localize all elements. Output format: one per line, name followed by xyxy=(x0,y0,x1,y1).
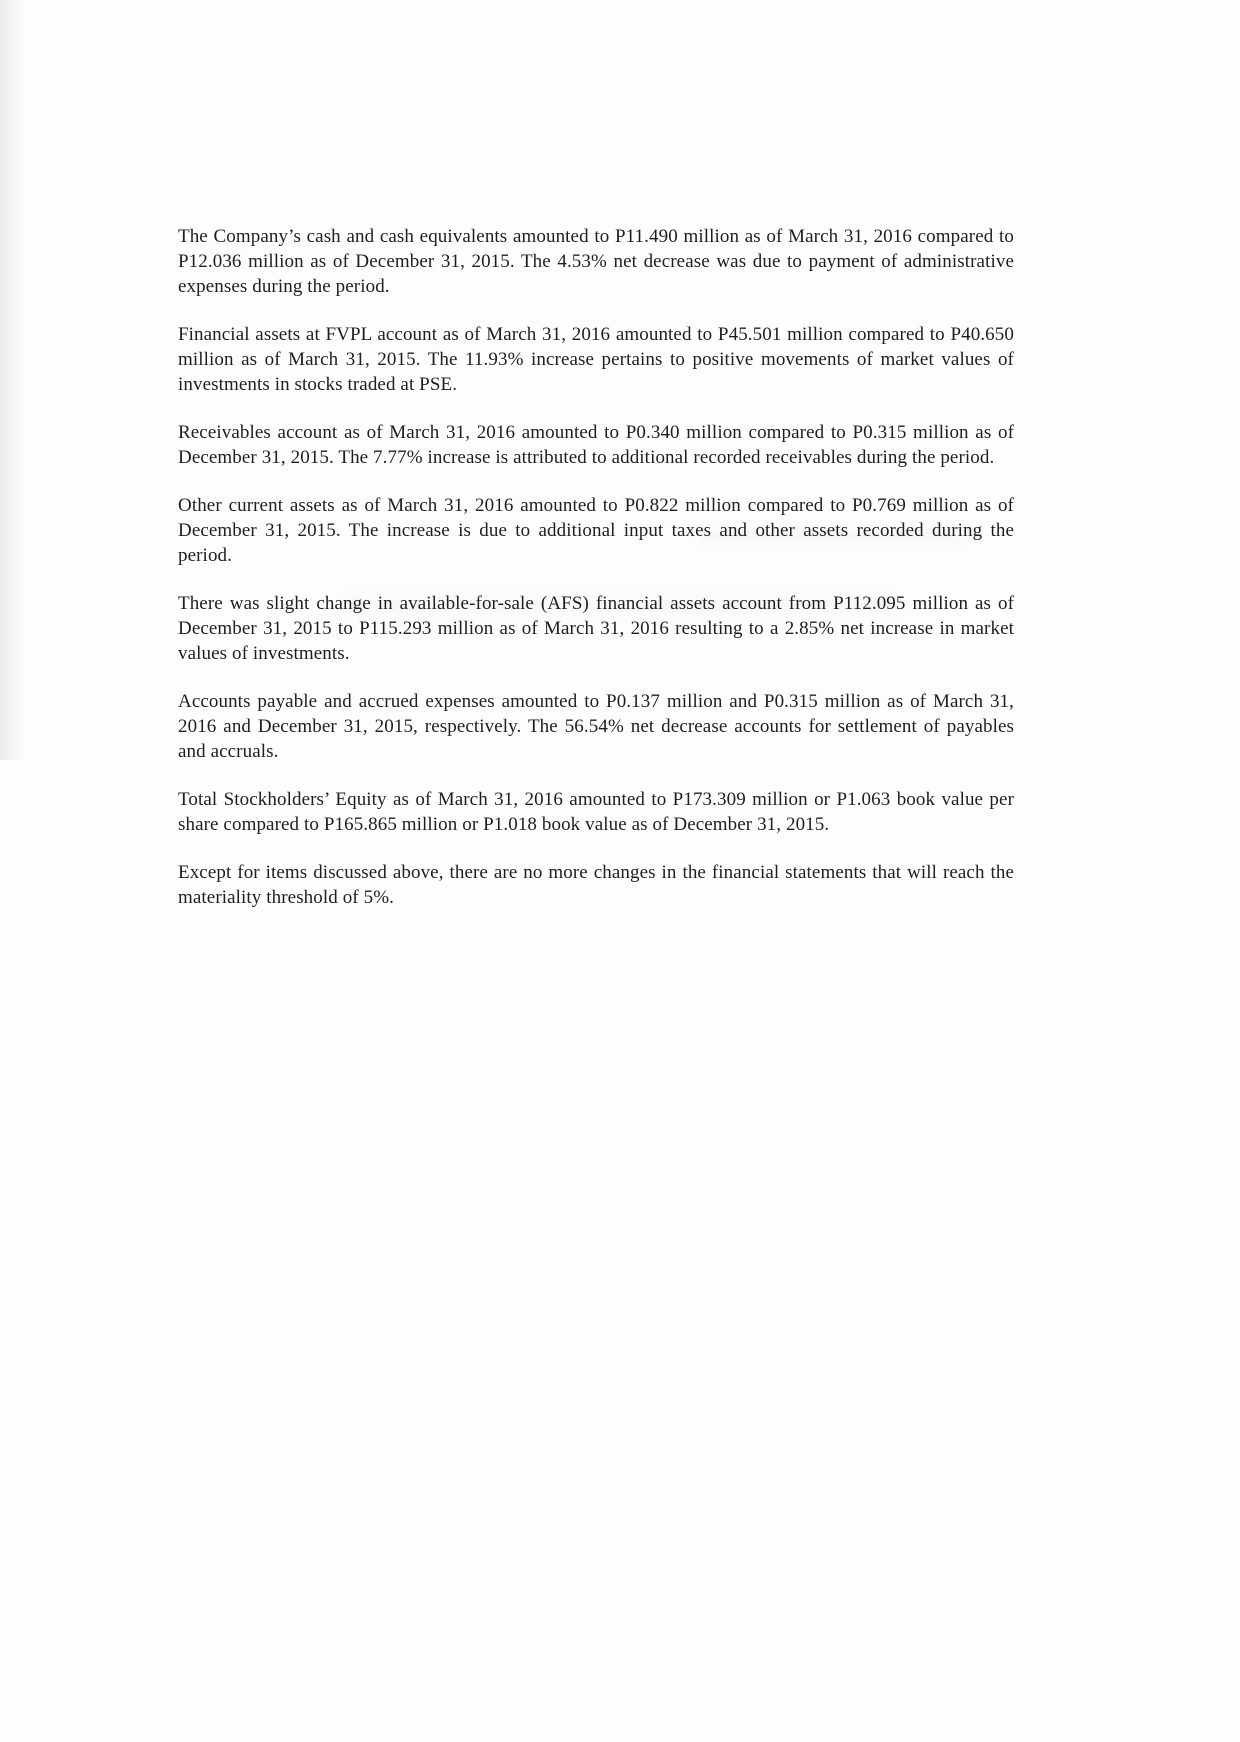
paragraph-cash-equivalents: The Company’s cash and cash equivalents amounted to P11.490 million as of March 31, 2016 compared to P12.036 million as of December 31, 2015. The 4.53% net decrease was due to payment of administrative expenses during the period. xyxy=(178,226,1014,297)
paragraph-materiality-threshold: Except for items discussed above, there are no more changes in the financial statements that will reach the materiality threshold of 5%. xyxy=(178,862,1014,908)
paragraph-financial-assets-fvpl: Financial assets at FVPL account as of March 31, 2016 amounted to P45.501 million compared to P40.650 million as of March 31, 2015. The 11.93% increase pertains to positive movements of market values of investments in stocks traded at PSE. xyxy=(178,324,1014,395)
document-body xyxy=(178,224,1014,933)
paragraph-afs-financial-assets: There was slight change in available-for-sale (AFS) financial assets account from P112.095 million as of December 31, 2015 to P115.293 million as of March 31, 2016 resulting to a 2.85% net increase in market values of investments. xyxy=(178,593,1014,664)
scan-artifact xyxy=(0,0,26,760)
paragraph-stockholders-equity: Total Stockholders’ Equity as of March 31, 2016 amounted to P173.309 million or P1.063 book value per share compared to P165.865 million or P1.018 book value as of December 31, 2015. xyxy=(178,789,1014,835)
paragraph-other-current-assets: Other current assets as of March 31, 2016 amounted to P0.822 million compared to P0.769 million as of December 31, 2015. The increase is due to additional input taxes and other assets recorded during the period. xyxy=(178,495,1014,566)
paragraph-receivables: Receivables account as of March 31, 2016 amounted to P0.340 million compared to P0.315 million as of December 31, 2015. The 7.77% increase is attributed to additional recorded receivables during the period. xyxy=(178,422,1014,468)
paragraph-accounts-payable: Accounts payable and accrued expenses amounted to P0.137 million and P0.315 million as of March 31, 2016 and December 31, 2015, respectively. The 56.54% net decrease accounts for settlement of payables and accruals. xyxy=(178,691,1014,762)
